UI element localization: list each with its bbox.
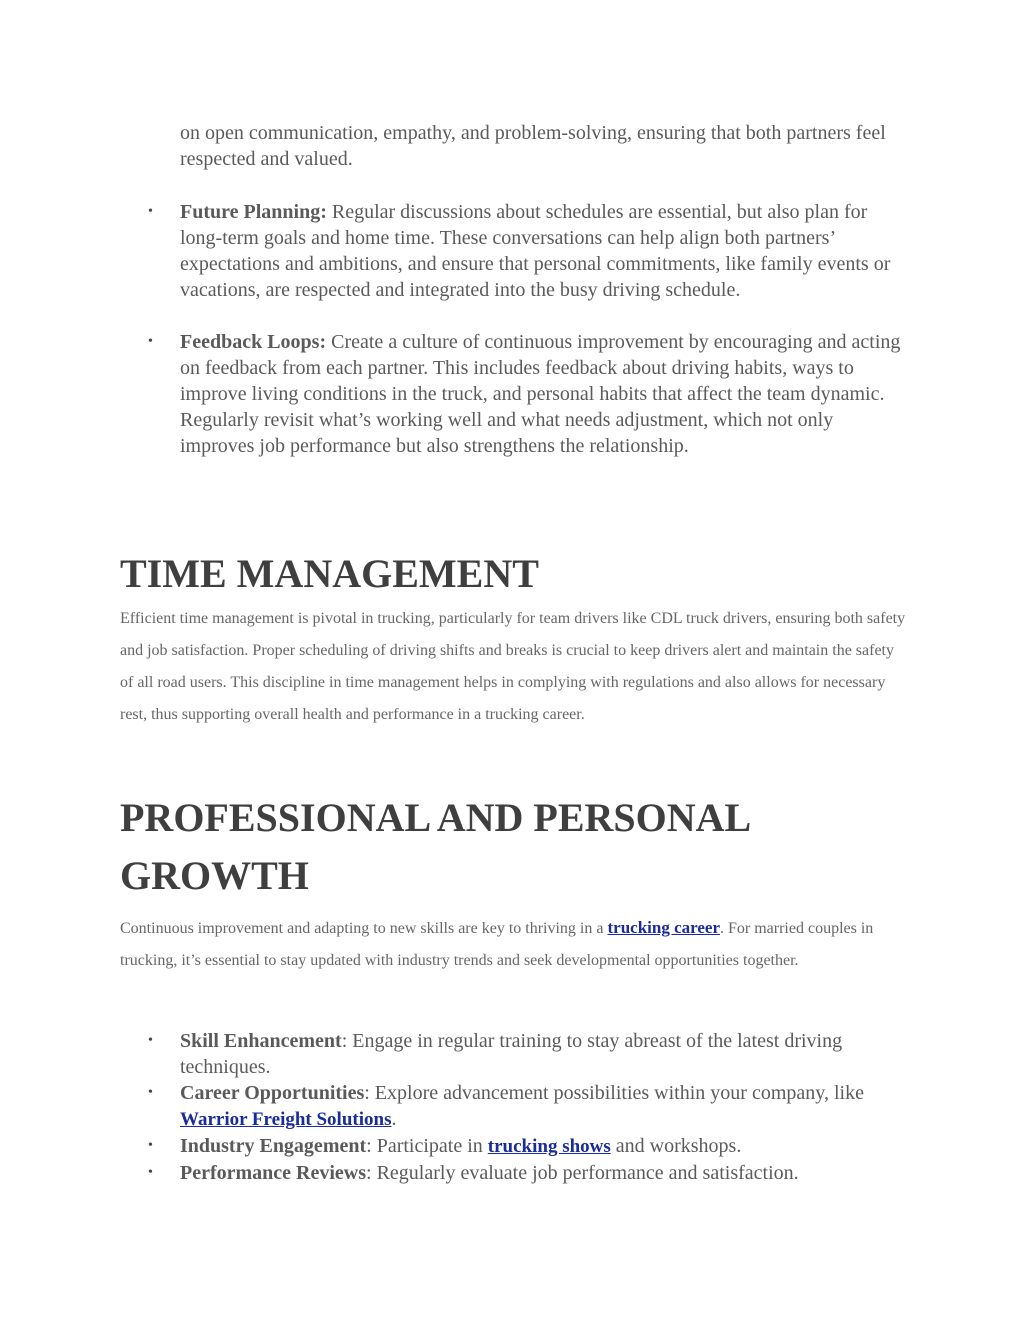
term-skill-enhancement: Skill Enhancement	[180, 1030, 342, 1052]
bullet-icon: •	[148, 1165, 153, 1180]
term-performance-reviews: Performance Reviews	[180, 1162, 367, 1184]
text-skill-enhancement: : Engage in regular training to stay abreast of the latest driving techniques.	[180, 1030, 843, 1078]
text-career-opportunities: : Explore advancement possibilities within your company, like	[364, 1082, 864, 1104]
term-future-planning: Future Planning:	[180, 201, 327, 223]
relationship-tips-list	[0, 199, 910, 459]
paragraph-professional-growth	[120, 912, 910, 977]
heading-professional-growth: PROFESSIONAL AND PERSONAL GROWTH	[120, 795, 750, 898]
paragraph-time-management: Efficient time management is pivotal in trucking, particularly for team drivers like CDL truck drivers, ensuring both safety and job satisfaction. Proper scheduling of driving shifts and breaks is crucial to keep drivers alert and maintain the safety of all road users. This discipline in time management helps in complying with regulations and also allows for necessary rest, thus supporting overall health and performance in a trucking career.	[120, 610, 906, 723]
bullet-icon: •	[148, 1138, 153, 1153]
text-performance-reviews: : Regularly evaluate job performance and satisfaction.	[366, 1162, 799, 1184]
text-feedback-loops: Create a culture of continuous improvement by encouraging and acting on feedback from each partner. This includes feedback about driving habits, ways to improve living conditions in the truck, and personal habits that affect the team dynamic. Regularly revisit what’s working well and what needs adjustment, which not only improves job performance but also strengthens the relationship.	[180, 331, 901, 457]
term-industry-engagement: Industry Engagement	[180, 1135, 367, 1157]
link-trucking-shows[interactable]: trucking shows	[487, 1136, 611, 1157]
list-item-industry-engagement	[0, 1133, 910, 1160]
list-item-performance-reviews	[0, 1160, 910, 1186]
text-industry-engagement: : Participate in	[366, 1135, 488, 1157]
list-item-feedback-loops	[0, 329, 910, 459]
bullet-icon: •	[148, 1085, 153, 1100]
heading-time-management: TIME MANAGEMENT	[120, 551, 539, 596]
bullet-icon: •	[148, 334, 153, 349]
text-industry-engagement-after: and workshops.	[610, 1135, 742, 1157]
term-career-opportunities: Career Opportunities	[180, 1082, 365, 1104]
growth-list	[0, 1028, 910, 1186]
list-item-future-planning	[0, 199, 910, 303]
growth-text-after: . For married couples in trucking, it’s essential to stay updated with industry trends and seek developmental opportunities together.	[120, 920, 874, 969]
growth-text-before: Continuous improvement and adapting to new skills are key to thriving in a	[120, 920, 608, 937]
text-future-planning: Regular discussions about schedules are essential, but also plan for long-term goals and home time. These conversations can help align both partners’ expectations and ambitions, and ensure that personal commitments, like family events or vacations, are respected and integrated into the busy driving schedule.	[180, 201, 891, 301]
list-item-career-opportunities	[0, 1080, 910, 1133]
term-feedback-loops: Feedback Loops:	[180, 331, 327, 353]
bullet-icon: •	[148, 1033, 153, 1048]
bullet-icon: •	[148, 204, 153, 219]
link-warrior-freight-solutions[interactable]: Warrior Freight Solutions	[180, 1109, 392, 1130]
link-trucking-career[interactable]: trucking career	[607, 918, 720, 937]
intro-continuation: on open communication, empathy, and problem-solving, ensuring that both partners feel respected and valued.	[180, 122, 886, 170]
list-item-skill-enhancement	[0, 1028, 910, 1080]
text-career-opportunities-after: .	[391, 1108, 397, 1130]
